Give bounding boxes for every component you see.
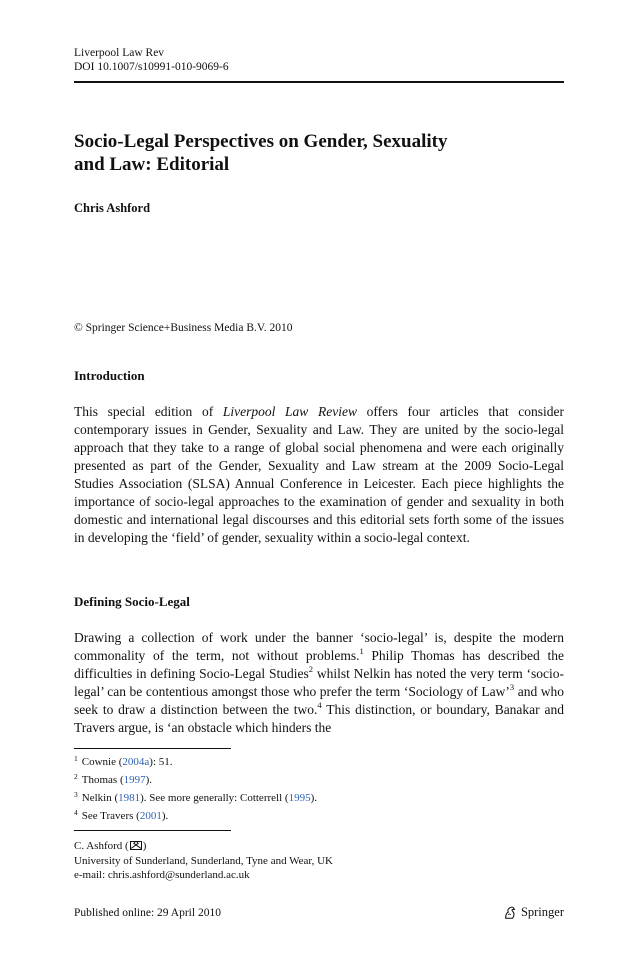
defining-text-3: whilst Nelkin has noted the very term ‘socio-legal’ can be contentious amongst those who prefer the term ‘Sociology of Law’ <box>74 666 564 699</box>
section-heading-defining: Defining Socio-Legal <box>74 594 190 609</box>
defining-text-5: This distinction, or boundary, Banakar and Travers argue, is ‘an obstacle which hinders the <box>74 702 564 735</box>
citation-link[interactable]: 1981 <box>118 792 141 804</box>
introduction-paragraph <box>74 403 564 547</box>
footnote-number: 3 <box>74 790 78 799</box>
published-date: Published online: 29 April 2010 <box>74 907 221 919</box>
springer-horse-icon <box>503 906 517 920</box>
envelope-icon[interactable] <box>130 841 142 850</box>
intro-text-1: This special edition of <box>74 404 223 419</box>
citation-link[interactable]: 2001 <box>139 810 162 822</box>
defining-text-4: and who seek to draw a distinction between the two. <box>74 684 564 717</box>
footnote <box>74 771 564 789</box>
citation-link[interactable]: 1997 <box>123 774 146 786</box>
copyright-notice: © Springer Science+Business Media B.V. 2010 <box>74 322 293 334</box>
author-name: Chris Ashford <box>74 201 151 215</box>
footnotes <box>74 753 564 825</box>
footnote-text: ). <box>161 810 169 822</box>
affiliation-name-close: ) <box>142 840 147 852</box>
footnote-number: 1 <box>74 754 78 763</box>
footnote-ref-4[interactable]: 4 <box>317 700 322 710</box>
footnote-text: ). <box>145 774 153 786</box>
section-heading-introduction: Introduction <box>74 368 145 383</box>
footnote-text: ). See more generally: Cotterrell ( <box>140 792 289 804</box>
header-rule <box>74 81 564 83</box>
footnote <box>74 753 564 771</box>
publisher-name: Springer <box>520 905 564 919</box>
affiliation-rule <box>74 830 231 831</box>
defining-text-1: Drawing a collection of work under the banner ‘socio-legal’ is, despite the modern commonality of the term, not without problems. <box>74 630 564 663</box>
footnote-text: ): 51. <box>149 756 173 768</box>
footnote-rule <box>74 748 231 749</box>
footnote-text: See Travers ( <box>81 810 140 822</box>
footnote-text: Nelkin ( <box>81 792 119 804</box>
footnote-ref-3[interactable]: 3 <box>509 682 515 692</box>
affiliation-name: C. Ashford ( <box>74 840 129 852</box>
footnote-number: 4 <box>74 808 78 817</box>
email[interactable]: e-mail: chris.ashford@sunderland.ac.uk <box>74 869 250 881</box>
defining-text-2: Philip Thomas has described the difficulties in defining Socio-Legal Studies <box>74 648 564 681</box>
publisher-logo <box>503 905 564 920</box>
journal-header <box>74 46 229 74</box>
citation-link[interactable]: 2004a <box>122 756 150 768</box>
title-line-2: and Law: Editorial <box>74 154 230 175</box>
article-title <box>74 130 564 176</box>
citation-link[interactable]: 1995 <box>288 792 311 804</box>
intro-text-2: offers four articles that consider contemporary issues in Gender, Sexuality and Law. They are united by the socio-legal approach that they take to a range of global social phenomena and were each originally presented as part of the Gender, Sexuality and Law stream at the 2009 Socio-Legal Studies Association (SLSA) Annual Conference in Leicester. Each piece highlights the importance of socio-legal approaches to the examination of gender and sexuality in both domestic and international legal discourses and this editorial sets forth some of the issues in developing the ‘field’ of gender, sexuality within a socio-legal context. <box>74 404 564 545</box>
footnote-ref-1[interactable]: 1 <box>359 646 364 656</box>
journal-name: Liverpool Law Rev <box>74 47 165 59</box>
doi: DOI 10.1007/s10991-010-9069-6 <box>74 61 229 73</box>
defining-paragraph <box>74 629 564 737</box>
footnote <box>74 789 564 807</box>
journal-title-italic: Liverpool Law Review <box>222 404 357 419</box>
footnote-text: ). <box>310 792 317 804</box>
author-affiliation <box>74 839 333 883</box>
article-page <box>74 0 564 967</box>
corresponding-author <box>74 839 333 854</box>
footnote-text: Thomas ( <box>81 774 124 786</box>
footnote-number: 2 <box>74 772 78 781</box>
institution: University of Sunderland, Sunderland, Tyne and Wear, UK <box>74 854 333 867</box>
footnote-ref-2[interactable]: 2 <box>308 664 313 674</box>
footnote <box>74 807 564 825</box>
title-line-1: Socio-Legal Perspectives on Gender, Sexuality <box>74 131 448 152</box>
footnote-text: Cownie ( <box>81 756 123 768</box>
